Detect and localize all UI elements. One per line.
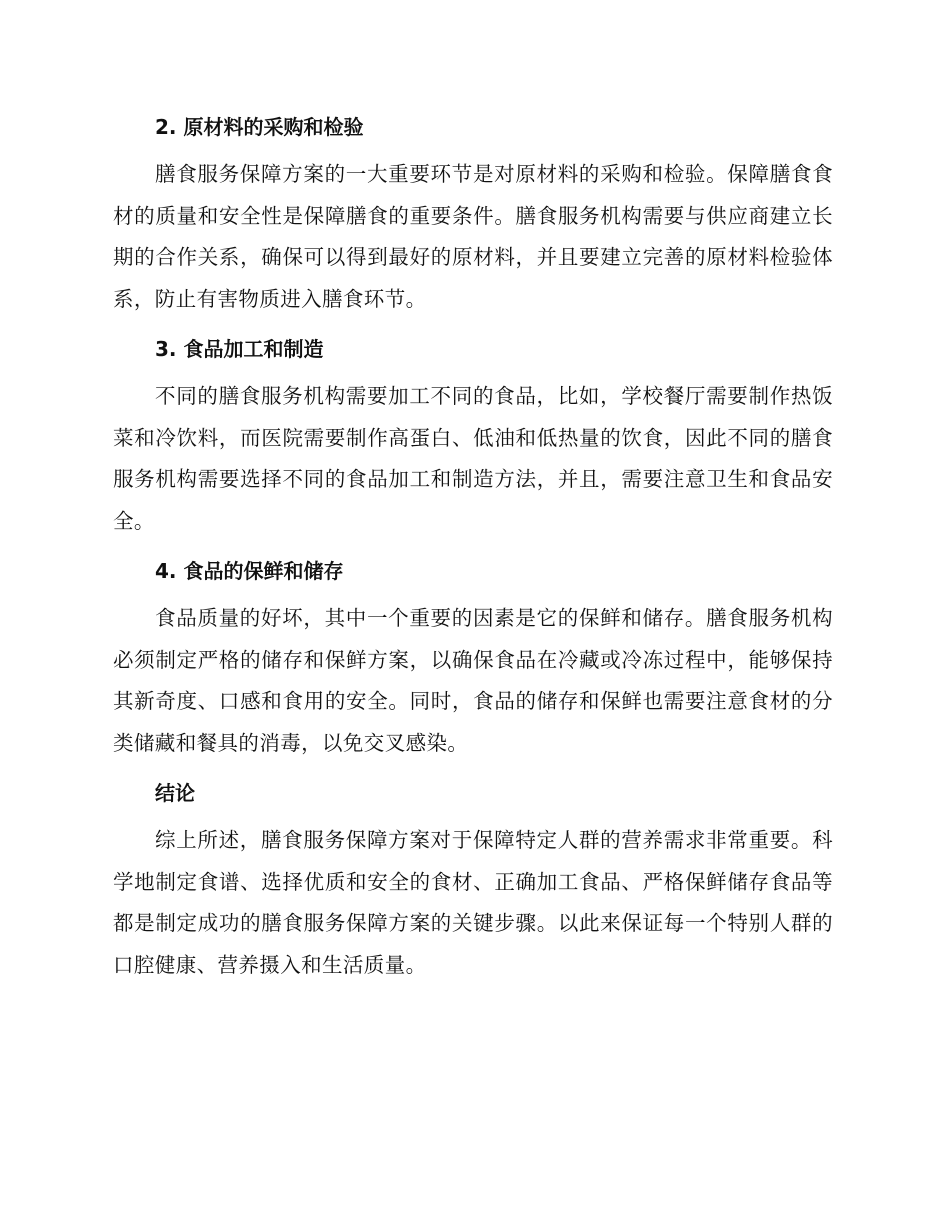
paragraph-procurement: 膳食服务保障方案的一大重要环节是对原材料的采购和检验。保障膳食食材的质量和安全性是保障膳食的重要条件。膳食服务机构需要与供应商建立长期的合作关系，确保可以得到最好的原材料，并且要建立完善的原材料检验体系，防止有害物质进入膳食环节。 (113, 162, 833, 311)
document-page (113, 112, 833, 986)
section-heading-procurement: 2. 原材料的采购和检验 (155, 115, 364, 139)
section-heading-conclusion: 结论 (155, 781, 195, 805)
spacer (113, 764, 833, 778)
paragraph-conclusion: 综上所述，膳食服务保障方案对于保障特定人群的营养需求非常重要。科学地制定食谱、选择优质和安全的食材、正确加工食品、严格保鲜储存食品等都是制定成功的膳食服务保障方案的关键步骤。以此来保证每一个特别人群的口腔健康、营养摄入和生活质量。 (113, 828, 833, 977)
spacer (113, 364, 833, 376)
spacer (113, 542, 833, 556)
spacer (113, 320, 833, 334)
spacer (113, 586, 833, 598)
section-heading-processing: 3. 食品加工和制造 (155, 337, 324, 361)
spacer (113, 142, 833, 154)
section-heading-storage: 4. 食品的保鲜和储存 (155, 559, 344, 583)
paragraph-processing: 不同的膳食服务机构需要加工不同的食品，比如，学校餐厅需要制作热饭菜和冷饮料，而医院需要制作高蛋白、低油和低热量的饮食，因此不同的膳食服务机构需要选择不同的食品加工和制造方法，并且，需要注意卫生和食品安全。 (113, 384, 833, 533)
paragraph-storage: 食品质量的好坏，其中一个重要的因素是它的保鲜和储存。膳食服务机构必须制定严格的储存和保鲜方案，以确保食品在冷藏或冷冻过程中，能够保持其新奇度、口感和食用的安全。同时，食品的储存和保鲜也需要注意食材的分类储藏和餐具的消毒，以免交叉感染。 (113, 606, 833, 755)
spacer (113, 808, 833, 820)
